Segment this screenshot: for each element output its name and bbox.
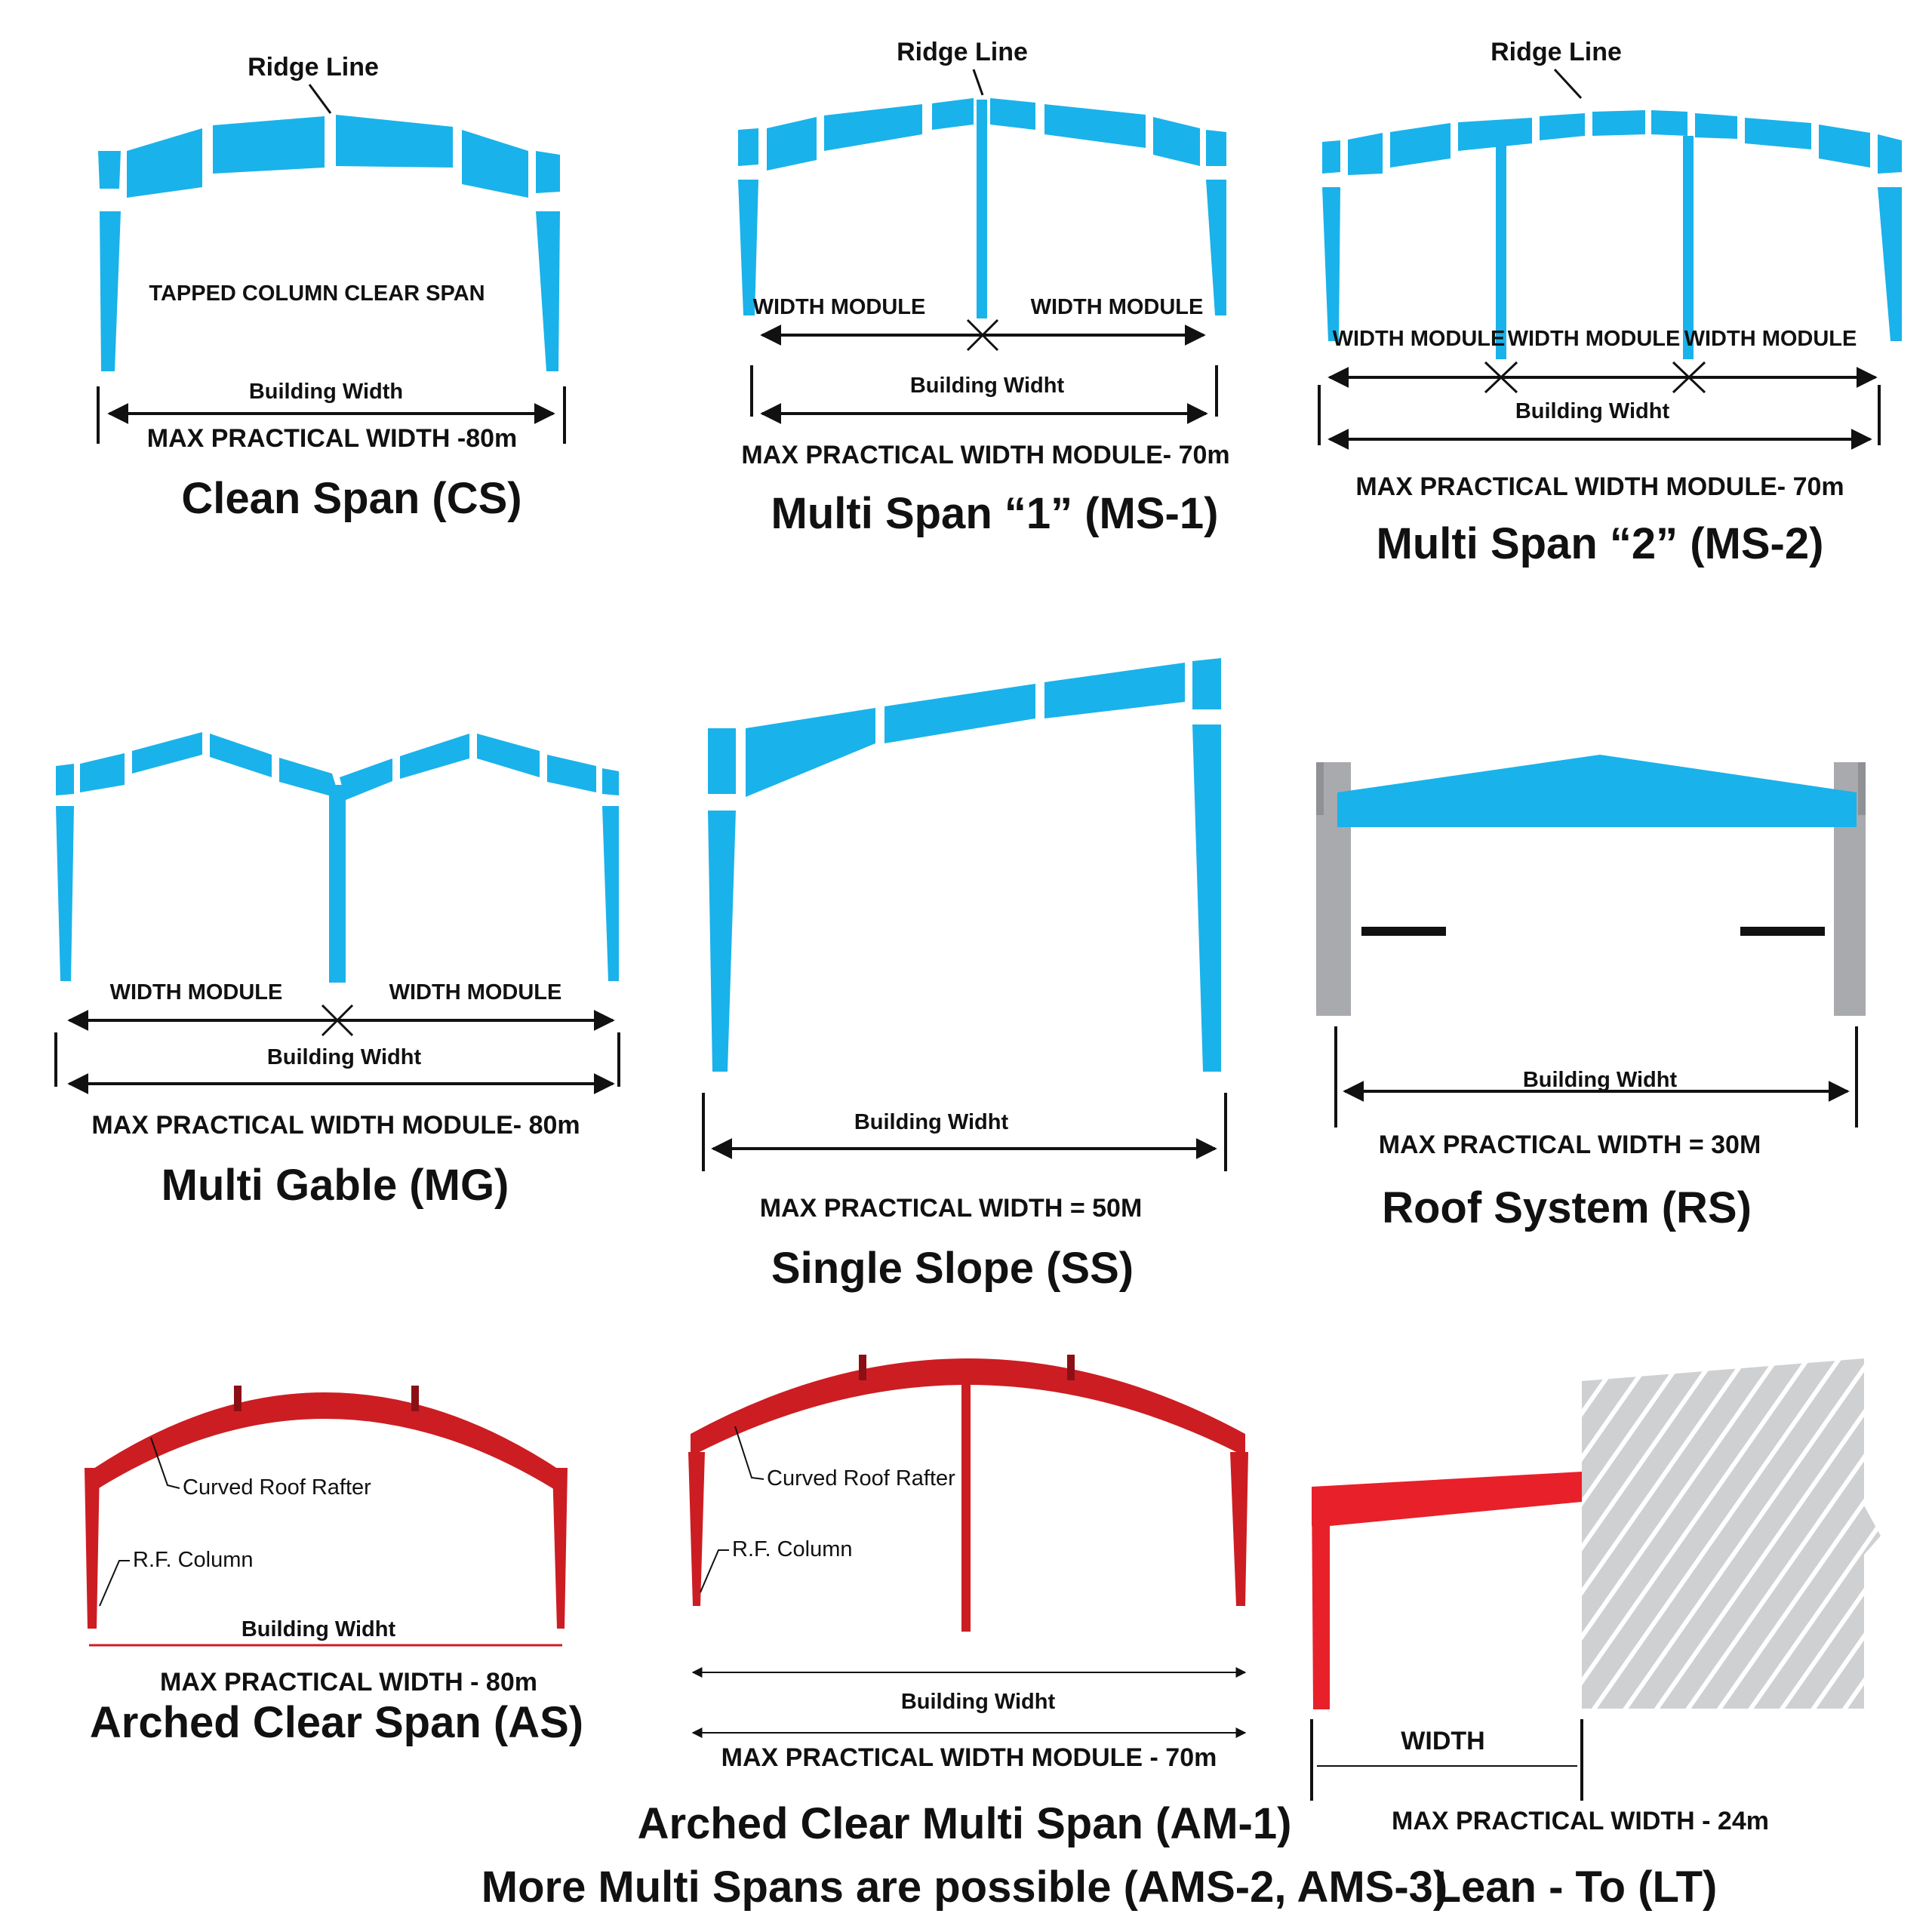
am1-column-left <box>688 1452 705 1606</box>
as-width-label: Building Widht <box>241 1617 396 1641</box>
cs-ridge-label: Ridge Line <box>248 53 379 82</box>
ms1-title: Multi Span “1” (MS-1) <box>771 489 1219 538</box>
mg-module-left-label: WIDTH MODULE <box>109 980 283 1004</box>
lt-title: Lean - To (LT) <box>1434 1863 1718 1912</box>
am1-note: More Multi Spans are possible (AMS-2, AMS-3) <box>481 1863 1448 1912</box>
panel-clean-span <box>98 53 565 523</box>
mg-width-label: Building Widht <box>266 1045 422 1069</box>
as-column-left <box>85 1468 100 1629</box>
cs-title: Clean Span (CS) <box>181 474 522 523</box>
lt-width-label: WIDTH <box>1401 1727 1485 1755</box>
ms1-ridge-label: Ridge Line <box>897 38 1028 66</box>
am1-width-label: Building Widht <box>900 1690 1056 1714</box>
am1-center-column <box>961 1360 971 1632</box>
ms2-frame <box>1322 110 1902 359</box>
am1-column-label: R.F. Column <box>732 1537 853 1561</box>
panel-lean-to <box>1312 1358 1881 1912</box>
panel-multi-span-1 <box>738 38 1230 538</box>
mg-module-right-label: WIDTH MODULE <box>389 980 562 1004</box>
panel-arched-clear-span <box>85 1386 583 1747</box>
lt-existing-building <box>1582 1358 1864 1709</box>
ms2-title: Multi Span “2” (MS-2) <box>1376 519 1824 568</box>
ms1-module-left-label: WIDTH MODULE <box>752 295 926 319</box>
as-column-leader <box>100 1561 130 1606</box>
ms2-module-2-label: WIDTH MODULE <box>1507 327 1681 351</box>
ms2-module-1-label: WIDTH MODULE <box>1332 327 1506 351</box>
lt-rafter <box>1312 1472 1582 1526</box>
cs-frame <box>98 115 560 371</box>
am1-rafter-leader <box>735 1426 764 1479</box>
rs-max-width: MAX PRACTICAL WIDTH = 30M <box>1378 1131 1761 1159</box>
am1-max-width: MAX PRACTICAL WIDTH MODULE - 70m <box>721 1743 1217 1772</box>
ss-width-label: Building Widht <box>854 1110 1009 1134</box>
ms2-ridge-label: Ridge Line <box>1491 38 1622 66</box>
ss-frame <box>708 658 1221 1072</box>
mg-frame <box>56 732 619 983</box>
ms2-max-width: MAX PRACTICAL WIDTH MODULE- 70m <box>1355 472 1844 501</box>
as-title: Arched Clear Span (AS) <box>89 1698 584 1747</box>
ss-max-width: MAX PRACTICAL WIDTH = 50M <box>759 1194 1143 1223</box>
as-column-label: R.F. Column <box>133 1548 254 1572</box>
cs-width-label: Building Width <box>248 380 404 404</box>
mg-max-width: MAX PRACTICAL WIDTH MODULE- 80m <box>91 1111 580 1140</box>
lt-max-width: MAX PRACTICAL WIDTH - 24m <box>1392 1807 1769 1835</box>
ms1-ridge-leader <box>974 69 983 95</box>
cs-max-width: MAX PRACTICAL WIDTH -80m <box>146 424 518 453</box>
ms2-width-label: Building Widht <box>1515 399 1670 423</box>
rs-beam-right <box>1740 927 1825 936</box>
rs-title: Roof System (RS) <box>1382 1183 1752 1232</box>
am1-title: Arched Clear Multi Span (AM-1) <box>637 1799 1292 1848</box>
panel-arched-multi-span <box>481 1355 1447 1912</box>
rs-beam-left <box>1361 927 1446 936</box>
ss-title: Single Slope (SS) <box>771 1244 1134 1293</box>
rs-roof-truss <box>1337 755 1857 827</box>
am1-column-right <box>1230 1452 1248 1606</box>
as-rafter-label: Curved Roof Rafter <box>183 1475 371 1500</box>
ms2-module-3-label: WIDTH MODULE <box>1684 327 1857 351</box>
am1-rafter-label: Curved Roof Rafter <box>767 1466 955 1491</box>
panel-multi-gable <box>56 732 619 1210</box>
ms1-width-label: Building Widht <box>909 374 1065 398</box>
cs-ridge-leader <box>309 85 331 113</box>
panel-roof-system <box>1316 755 1866 1232</box>
as-max-width: MAX PRACTICAL WIDTH - 80m <box>160 1668 537 1697</box>
ms2-ridge-leader <box>1555 69 1581 98</box>
mg-title: Multi Gable (MG) <box>161 1161 509 1210</box>
ms1-frame <box>738 98 1226 318</box>
am1-column-leader <box>700 1550 729 1592</box>
cs-inner-label: TAPPED COLUMN CLEAR SPAN <box>149 281 485 306</box>
rs-width-label: Building Widht <box>1522 1068 1678 1092</box>
panel-multi-span-2 <box>1319 38 1902 568</box>
ms1-max-width: MAX PRACTICAL WIDTH MODULE- 70m <box>741 441 1230 469</box>
panel-single-slope <box>703 658 1226 1293</box>
ms1-module-right-label: WIDTH MODULE <box>1030 295 1204 319</box>
as-column-right <box>552 1468 568 1629</box>
